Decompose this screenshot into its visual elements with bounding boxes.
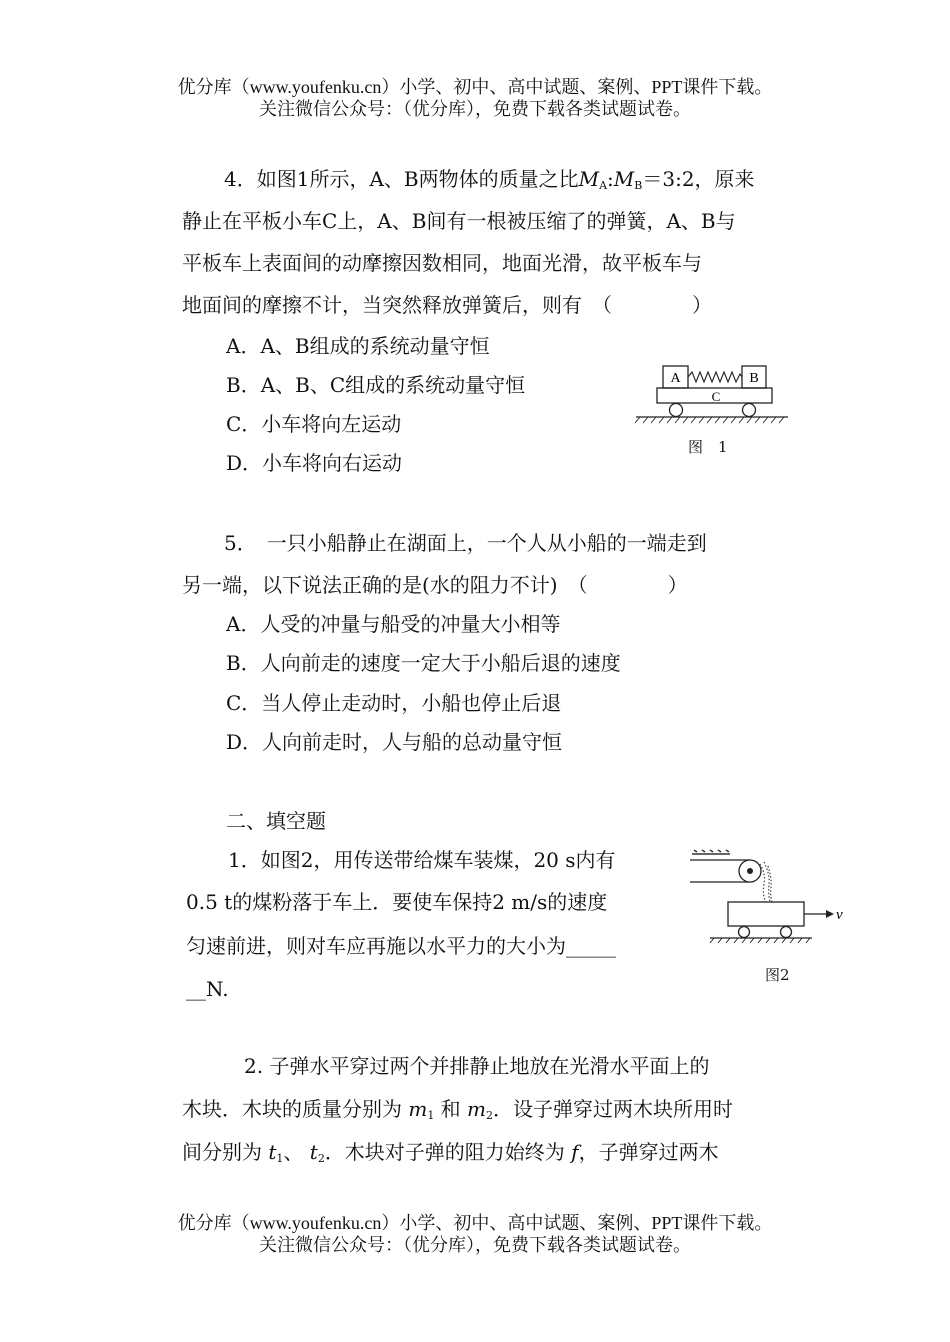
- q4-line-4: 地面间的摩擦不计，当突然释放弹簧后，则有 （ ）: [182, 293, 712, 317]
- figure-1-caption: 图 1: [688, 438, 728, 456]
- pulley-axle: [747, 868, 753, 874]
- header-line-1: 优分库（www.youfenku.cn）小学、初中、高中试题、案例、PPT课件下载。: [177, 77, 773, 97]
- q5-option-a: A．人受的冲量与船受的冲量大小相等: [226, 612, 561, 636]
- q4-option-b: B．A、B、C组成的系统动量守恒: [226, 373, 526, 397]
- figure-1-cart-diagram: [632, 362, 792, 426]
- spring: [688, 372, 742, 382]
- q4-line-1: 4．如图1所示，A、B两物体的质量之比$M_A:M_B=3:2$，原来: [224, 167, 755, 192]
- fill-1-line-3: 匀速前进，则对车应再施以水平力的大小为_____: [186, 934, 616, 958]
- car-wheel-left: [739, 927, 750, 938]
- cart-wheel-left: [670, 404, 683, 417]
- fill-1-line-2: 0.5 t的煤粉落于车上．要使车保持2 m/s的速度: [186, 890, 608, 914]
- velocity-label: v: [836, 907, 843, 923]
- page-header: [0, 76, 950, 120]
- falling-coal: [760, 862, 772, 902]
- block-b-label: B: [749, 371, 759, 386]
- q5-option-c: C．当人停止走动时，小船也停止后退: [226, 691, 562, 715]
- q4-option-c: C．小车将向左运动: [226, 412, 402, 436]
- cart-c-label: C: [711, 389, 721, 404]
- figure-2-caption: 图2: [765, 966, 790, 984]
- q5-option-b: B．人向前走的速度一定大于小船后退的速度: [226, 651, 621, 675]
- q4-option-a: A．A、B组成的系统动量守恒: [226, 334, 490, 358]
- ground-hatching-2: [710, 938, 810, 943]
- q5-line-1: 5． 一只小船静止在湖面上，一个人从小船的一端走到: [224, 531, 707, 555]
- footer-line-1: 优分库（www.youfenku.cn）小学、初中、高中试题、案例、PPT课件下载。: [177, 1213, 773, 1233]
- car-wheel-right: [781, 927, 792, 938]
- fill-2-line-3: 间分别为 $t_1$、 $t_2$．木块对子弹的阻力始终为 f，子弹穿过两木: [182, 1140, 719, 1165]
- section-2-title: 二、填空题: [226, 809, 326, 833]
- fill-1-line-4: __N.: [186, 977, 229, 1001]
- cart-wheel-right: [743, 404, 756, 417]
- fill-2-line-1: 2. 子弹水平穿过两个并排静止地放在光滑水平面上的: [244, 1054, 710, 1078]
- figure-2-conveyor-diagram: [686, 846, 851, 946]
- block-a-label: A: [670, 371, 681, 386]
- q4-line-2: 静止在平板小车C上，A、B间有一根被压缩了的弹簧，A、B与: [182, 209, 736, 233]
- coal-on-belt: [692, 850, 730, 854]
- footer-line-2: 关注微信公众号：（优分库），免费下载各类试题试卷。: [259, 1235, 691, 1255]
- coal-car: [728, 902, 804, 926]
- q4-line-3: 平板车上表面间的动摩擦因数相同，地面光滑，故平板车与: [182, 251, 702, 275]
- fill-2-line-2: 木块．木块的质量分别为 $m_1$ 和 $m_2$．设子弹穿过两木块所用时: [182, 1097, 734, 1122]
- q5-line-2: 另一端，以下说法正确的是(水的阻力不计) （ ）: [182, 573, 688, 597]
- page-footer: [0, 1212, 950, 1256]
- q5-option-d: D．人向前走时，人与船的总动量守恒: [226, 730, 563, 754]
- q4-option-d: D．小车将向右运动: [226, 451, 403, 475]
- velocity-arrowhead: [826, 910, 834, 918]
- fill-1-line-1: 1．如图2，用传送带给煤车装煤，20 s内有: [228, 848, 616, 872]
- header-line-2: 关注微信公众号：（优分库），免费下载各类试题试卷。: [259, 99, 691, 119]
- ground-hatching: [635, 417, 784, 423]
